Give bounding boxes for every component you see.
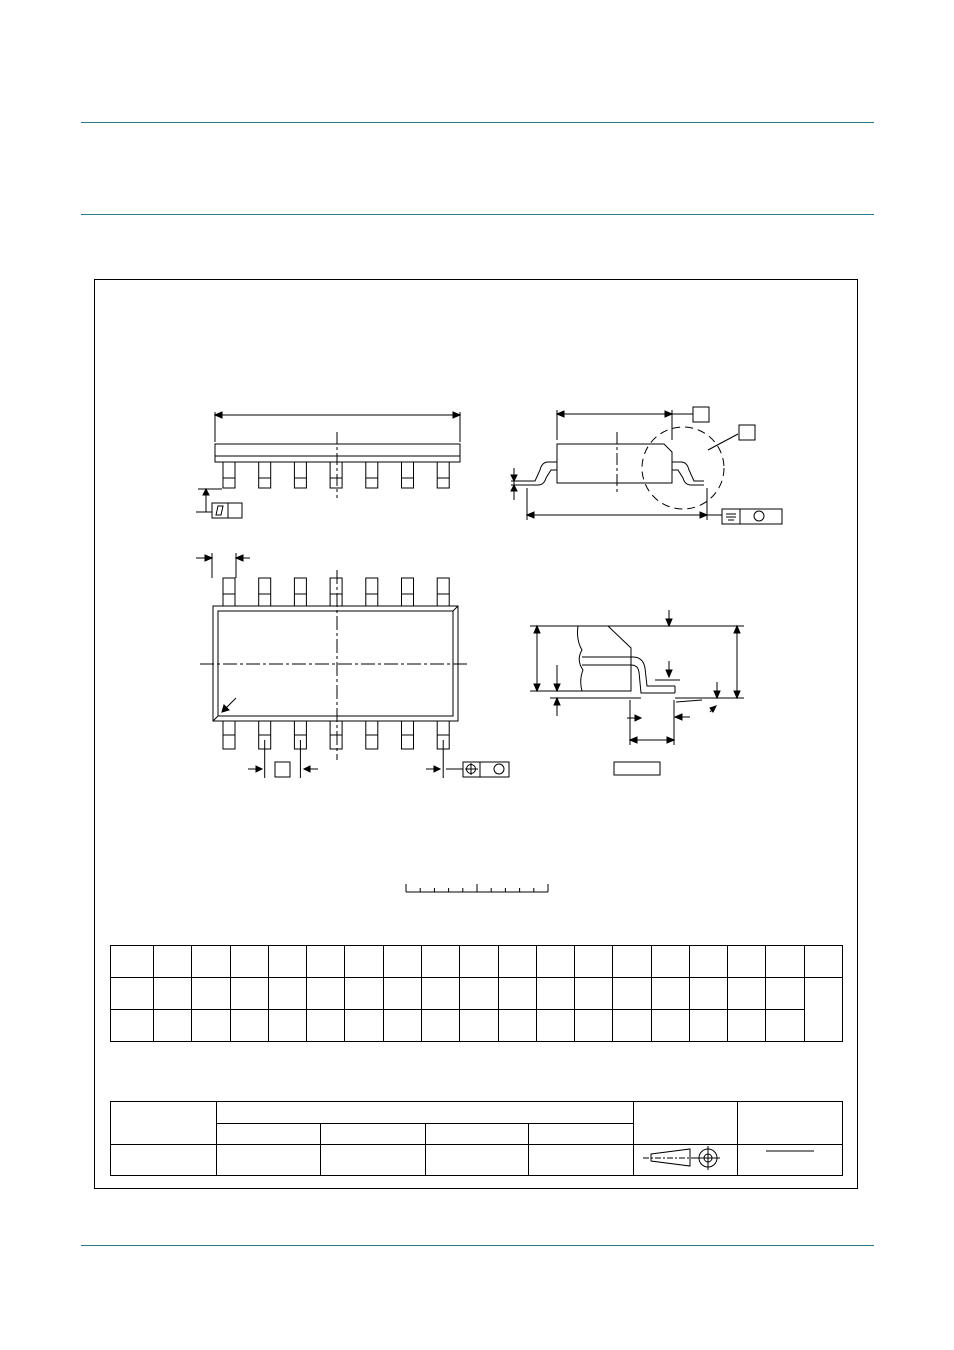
dimension-cell — [689, 978, 727, 1010]
reference-jeita-cell — [425, 1123, 529, 1145]
dimension-cell — [383, 946, 421, 978]
end-view — [511, 407, 782, 524]
side-view-pins — [223, 462, 449, 488]
dimension-row — [111, 1010, 843, 1042]
dimension-cell — [153, 946, 191, 978]
dimension-cell — [460, 978, 498, 1010]
iec-value — [216, 1145, 320, 1176]
dimension-cell — [230, 1010, 268, 1042]
dimension-cell — [421, 946, 459, 978]
dimension-cell — [689, 1010, 727, 1042]
dimension-table — [110, 945, 843, 1042]
dimension-cell — [804, 978, 842, 1042]
side-pin — [294, 462, 306, 488]
dimension-cell — [153, 978, 191, 1010]
side-pin — [437, 462, 449, 488]
side-pin — [366, 462, 378, 488]
upper-pin — [366, 578, 378, 606]
upper-pin — [402, 578, 414, 606]
upper-pin — [437, 578, 449, 606]
dimension-cell — [383, 978, 421, 1010]
dimension-cell — [575, 946, 613, 978]
dimension-cell — [111, 946, 154, 978]
outline-version-value — [111, 1145, 217, 1176]
dimension-cell — [536, 946, 574, 978]
projection-value — [634, 1145, 738, 1176]
issue-date-value — [738, 1145, 843, 1176]
dimension-cell — [268, 1010, 306, 1042]
dimension-cell — [728, 1010, 766, 1042]
dimension-cell — [728, 946, 766, 978]
dimension-cell — [728, 978, 766, 1010]
dimension-cell — [651, 946, 689, 978]
upper-pin — [330, 578, 342, 606]
dimension-cell — [268, 978, 306, 1010]
dimension-cell — [192, 1010, 230, 1042]
dimension-cell — [766, 1010, 804, 1042]
dimension-cell — [192, 978, 230, 1010]
side-pin — [402, 462, 414, 488]
dimension-cell — [575, 978, 613, 1010]
detail-label-box — [614, 762, 660, 775]
issue-date-header-cell — [738, 1102, 843, 1145]
outline-version-table — [110, 1101, 843, 1176]
reference-jedec-cell — [320, 1123, 425, 1145]
dimension-cell — [230, 946, 268, 978]
dimension-cell — [766, 946, 804, 978]
dimension-cell — [460, 1010, 498, 1042]
detail-view — [530, 610, 744, 775]
dimension-cell — [307, 946, 345, 978]
side-view — [196, 412, 460, 518]
projection-header-cell — [634, 1102, 738, 1145]
dimension-cell — [613, 1010, 651, 1042]
dimension-cell — [536, 1010, 574, 1042]
scale-bar — [406, 884, 548, 892]
dimension-cell — [651, 1010, 689, 1042]
reference-iec-cell — [216, 1123, 320, 1145]
dimension-cell — [153, 1010, 191, 1042]
upper-pin — [259, 578, 271, 606]
reference-extra-cell — [529, 1123, 634, 1145]
dimension-cell — [536, 978, 574, 1010]
extra-value — [529, 1145, 634, 1176]
dimension-cell — [575, 1010, 613, 1042]
dimension-cell — [421, 978, 459, 1010]
dimension-cell — [307, 1010, 345, 1042]
dimension-cell — [766, 978, 804, 1010]
side-pin — [223, 462, 235, 488]
dimension-cell — [345, 946, 383, 978]
datum-box-c — [275, 762, 290, 777]
dimension-cell — [689, 946, 727, 978]
top-view — [196, 553, 509, 778]
references-header-cell — [216, 1102, 633, 1124]
dimension-cell — [192, 946, 230, 978]
dimension-cell — [460, 946, 498, 978]
dimension-cell — [613, 946, 651, 978]
dimension-cell — [421, 1010, 459, 1042]
dimension-cell — [111, 978, 154, 1010]
dimension-cell — [613, 978, 651, 1010]
datum-box-b — [739, 425, 755, 440]
dimension-cell — [345, 978, 383, 1010]
dimension-cell — [498, 946, 536, 978]
dimension-row — [111, 978, 843, 1010]
side-pin — [259, 462, 271, 488]
dimension-cell — [651, 978, 689, 1010]
dimension-cell — [345, 1010, 383, 1042]
dimension-cell — [307, 978, 345, 1010]
outline-version-cell — [111, 1102, 217, 1145]
upper-pin — [294, 578, 306, 606]
upper-pin — [223, 578, 235, 606]
dimension-cell — [268, 946, 306, 978]
jeita-value — [425, 1145, 529, 1176]
dimension-cell — [111, 1010, 154, 1042]
dimension-cell — [804, 946, 842, 978]
jedec-value — [320, 1145, 425, 1176]
side-pin — [330, 462, 342, 488]
datum-box-a — [693, 407, 709, 422]
dimension-cell — [498, 978, 536, 1010]
dimension-row — [111, 946, 843, 978]
dimension-cell — [230, 978, 268, 1010]
dimension-cell — [498, 1010, 536, 1042]
top-view-pins-upper — [223, 578, 449, 606]
dimension-cell — [383, 1010, 421, 1042]
